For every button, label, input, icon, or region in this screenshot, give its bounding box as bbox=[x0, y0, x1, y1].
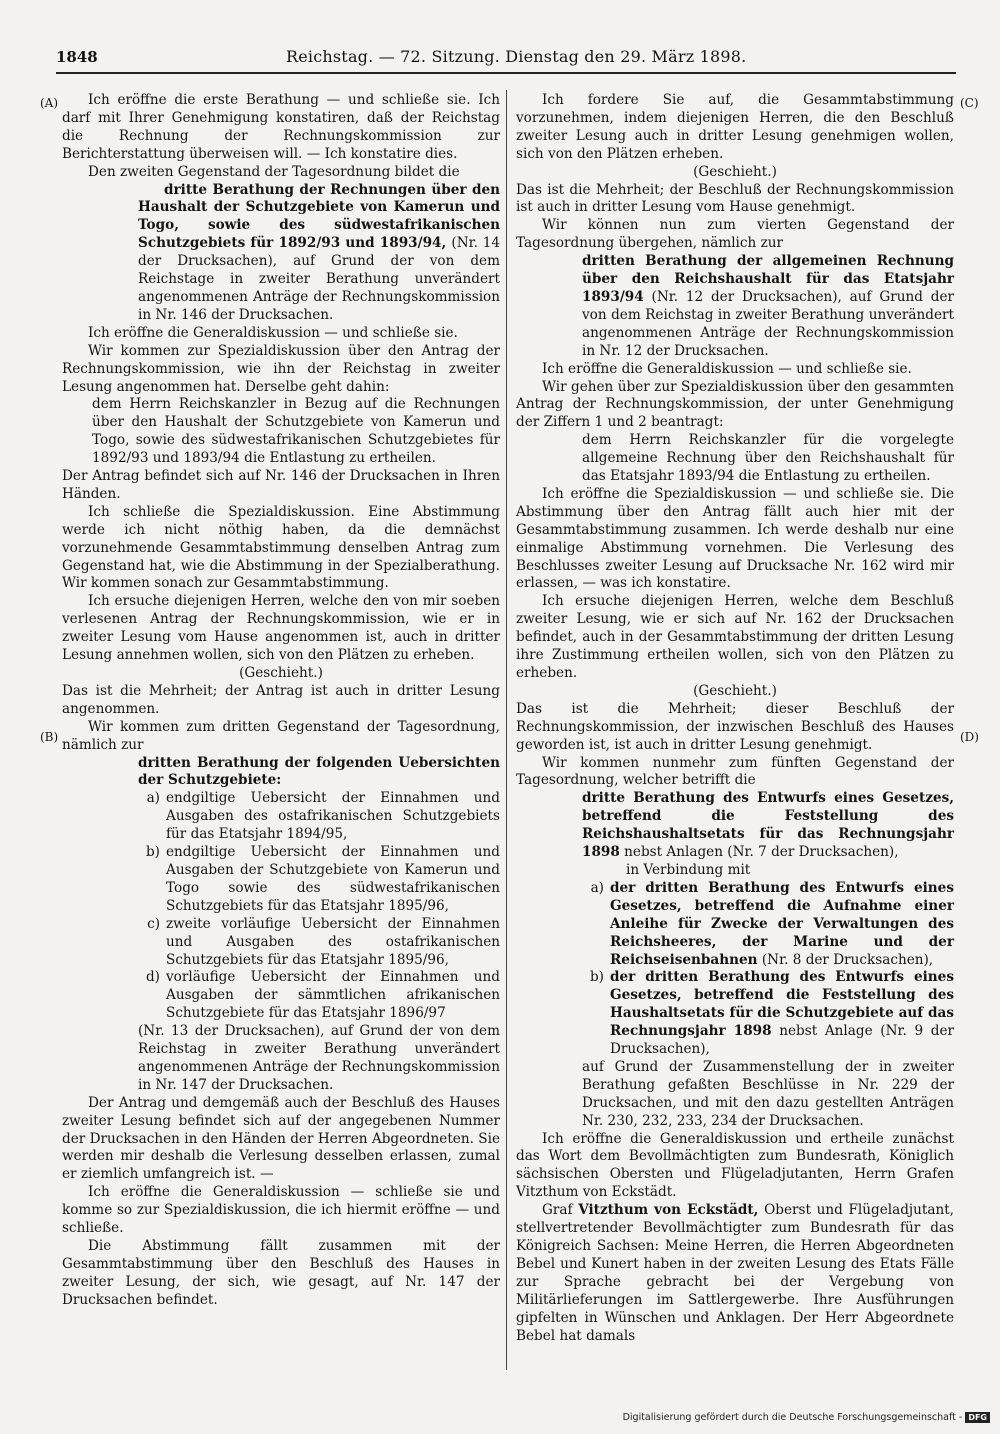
paragraph: Das ist die Mehrheit; dieser Beschluß der Rechnungskommission, der inzwischen Beschluß des Hauses geworden ist, ist auch in dritter Lesung genehmigt. bbox=[516, 700, 954, 753]
paragraph bbox=[516, 1202, 954, 1345]
list-label: c) bbox=[147, 915, 160, 932]
paragraph-text: Den zweiten Gegenstand der Tagesordnung bildet die bbox=[88, 163, 460, 180]
paragraph: Wir kommen nunmehr zum fünften Gegenstand der Tagesordnung, welcher betrifft die bbox=[516, 754, 954, 789]
agenda-item-title: dritten Berathung der folgenden Uebersichten der Schutzgebiete: bbox=[138, 754, 500, 789]
paragraph: Wir gehen über zur Spezialdiskussion über den gesammten Antrag der Rechnungskommission, der unter Genehmigung der Ziffern 1 und 2 beantragt: bbox=[516, 378, 954, 431]
list-text-bold: der dritten Berathung des Entwurfs eines Gesetzes, betreffend die Feststellung des Haushaltsetats für die Schutzgebiete auf das Rechnungsjahr 1898 bbox=[610, 969, 954, 1040]
paragraph: Das ist die Mehrheit; der Beschluß der Rechnungskommission ist auch in dritter Lesung vom Hause genehmigt. bbox=[516, 181, 954, 216]
list-text: zweite vorläufige Uebersicht der Einnahmen und Ausgaben des ostafrikanischen Schutzgebiets für das Etatsjahr 1895/96, bbox=[166, 915, 500, 968]
list-text: vorläufige Uebersicht der Einnahmen und Ausgaben der sämmtlichen afrikanischen Schutzgebiete für das Etatsjahr 1896/97 bbox=[166, 969, 500, 1022]
list-label: b) bbox=[589, 969, 604, 986]
margin-marker-d: (D) bbox=[960, 730, 979, 744]
speaker-prefix: Graf bbox=[542, 1202, 573, 1219]
agenda-item-ref: (Nr. 14 der Drucksachen), auf Grund der von dem Reichstage in zweiter Berathung unverändert angenommenen Anträge der Rechnungskommission in Nr. 146 der Drucksachen. bbox=[138, 235, 500, 323]
paragraph: Ich eröffne die Generaldiskussion — schließe sie und komme so zur Spezialdiskussion, die ich hiermit eröffne — und schließe. bbox=[62, 1184, 500, 1237]
paragraph: Ich eröffne die Generaldiskussion — und schließe sie. bbox=[542, 360, 912, 377]
list-text-ref: nebst Anlage (Nr. 9 der Drucksachen), bbox=[610, 1023, 954, 1058]
stage-direction: (Geschieht.) bbox=[239, 665, 323, 681]
margin-marker-a: (A) bbox=[40, 96, 59, 110]
paragraph: in Verbindung mit bbox=[626, 861, 751, 878]
list-item bbox=[516, 969, 954, 1059]
paragraph: Der Antrag und demgemäß auch der Beschluß des Hauses zweiter Lesung befindet sich auf der angegebenen Nummer der Drucksachen in den Händen der Herren Abgeordneten. Sie werden mir deshalb die Verlesung desselben erlassen, zumal er ziemlich umfangreich ist. — bbox=[62, 1094, 500, 1183]
paragraph: Ich eröffne die erste Berathung — und schließe sie. Ich darf mit Ihrer Genehmigung konstatiren, daß der Reichstag die Rechnung der Rechnungskommission zur Berichterstattung überweisen will. — Ich konstatire dies. bbox=[62, 92, 500, 162]
paragraph: Ich ersuche diejenigen Herren, welche dem Beschluß zweiter Lesung, wie er sich auf Nr. 162 der Drucksachen befindet, auch in der Gesammtabstimmung der dritten Lesung ihre Zustimmung ertheilen wollen, sich von den Plätzen zu erheben. bbox=[516, 593, 954, 681]
list-label: a) bbox=[146, 790, 160, 807]
agenda-item-ref: (Nr. 12 der Drucksachen), auf Grund der von dem Reichstag in zweiter Berathung unverändert angenommenen Anträge der Rechnungskommission in Nr. 12 der Drucksachen. bbox=[582, 288, 954, 359]
paragraph: (Nr. 13 der Drucksachen), auf Grund der von dem Reichstag in zweiter Berathung unverändert angenommenen Anträge der Rechnungskommission in Nr. 147 der Drucksachen. bbox=[138, 1023, 500, 1093]
stage-direction: (Geschieht.) bbox=[693, 682, 777, 699]
paragraph: Ich schließe die Spezialdiskussion. Eine Abstimmung werde ich nicht nöthig haben, da die demnächst vorzunehmende Gesammtabstimmung denselben Antrag zum Gegenstand hat, wie die Abstimmung in der Spezialberathung. Wir kommen sonach zur Gesammtabstimmung. bbox=[62, 503, 500, 592]
paragraph: Ich fordere Sie auf, die Gesammtabstimmung vorzunehmen, indem diejenigen Herren, die den Beschluß zweiter Lesung auch in dritter Lesung genehmigen wollen, sich von den Plätzen erheben. bbox=[516, 92, 954, 162]
column-divider bbox=[506, 90, 507, 1370]
dfg-logo: DFG bbox=[965, 1412, 990, 1423]
list-item bbox=[62, 844, 500, 916]
paragraph: Die Abstimmung fällt zusammen mit der Gesammtabstimmung über den Beschluß des Hauses in zweiter Lesung, der sich, wie gesagt, auf Nr. 147 der Drucksachen befindet. bbox=[62, 1238, 500, 1308]
margin-marker-b: (B) bbox=[40, 730, 59, 744]
quoted-motion: dem Herrn Reichskanzler in Bezug auf die Rechnungen über den Haushalt der Schutzgebiete von Kamerun und Togo, sowie des südwestafrikanischen Schutzgebietes für 1892/93 und 1893/94 die Entlastung zu ertheilen. bbox=[92, 396, 500, 467]
list-label: b) bbox=[145, 844, 160, 861]
paragraph: Ich eröffne die Generaldiskussion und ertheile zunächst das Wort dem Bevollmächtigten zum Bundesrath, Königlich sächsischen Obersten und Flügeladjutanten, Herrn Grafen Vitzthum von Eckstädt. bbox=[516, 1130, 954, 1201]
paragraph: Das ist die Mehrheit; der Antrag ist auch in dritter Lesung angenommen. bbox=[62, 682, 500, 717]
paragraph bbox=[62, 164, 500, 325]
agenda-item-bold: dritte Berathung der Rechnungen über den Haushalt der Schutzgebiete von Kamerun und Togo, sowie des südwestafrikanischen Schutzgebiets für 1892/93 und 1893/94, bbox=[138, 181, 500, 252]
list-text-ref: (Nr. 8 der Drucksachen), bbox=[761, 951, 934, 968]
right-column bbox=[516, 92, 954, 1345]
agenda-item-title bbox=[516, 790, 954, 862]
list-text: endgiltige Uebersicht der Einnahmen und Ausgaben der Schutzgebiete von Kamerun und Togo sowie des südwestafrikanischen Schutzgebiets für das Etatsjahr 1895/96, bbox=[166, 844, 500, 914]
paragraph: auf Grund der Zusammenstellung der in zweiter Berathung gefaßten Beschlüsse in Nr. 229 der Drucksachen, und mit den dazu gestellten Anträgen Nr. 230, 232, 233, 234 der Drucksachen. bbox=[582, 1058, 954, 1129]
agenda-item-ref: nebst Anlagen (Nr. 7 der Drucksachen), bbox=[624, 844, 899, 861]
paragraph: Wir kommen zum dritten Gegenstand der Tagesordnung, nämlich zur bbox=[62, 718, 500, 753]
agenda-item-title bbox=[516, 253, 954, 360]
paragraph: Ich eröffne die Spezialdiskussion — und schließe sie. Die Abstimmung über den Antrag fällt auch hier mit der Gesammtabstimmung zusammen. Ich werde deshalb nur eine einmalige Abstimmung vornehmen. Die Verlesung des Beschlusses zweiter Lesung auf Drucksache Nr. 162 wird mir erlassen, — was ich konstatire. bbox=[516, 485, 954, 592]
page-header bbox=[56, 44, 956, 74]
list-item bbox=[516, 880, 954, 970]
list-label: d) bbox=[145, 969, 160, 986]
paragraph: Ich ersuche diejenigen Herren, welche den von mir soeben verlesenen Antrag der Rechnungskommission, wie er in zweiter Lesung vom Hause angenommen ist, auch in dritter Lesung annehmen wollen, sich von den Plätzen zu erheben. bbox=[62, 593, 500, 664]
credit-text: Digitalisierung gefördert durch die Deutsche Forschungsgemeinschaft - bbox=[622, 1412, 963, 1423]
paragraph: Der Antrag befindet sich auf Nr. 146 der Drucksachen in Ihren Händen. bbox=[62, 468, 500, 502]
digitization-credit bbox=[623, 1412, 990, 1423]
quoted-motion: dem Herrn Reichskanzler für die vorgelegte allgemeine Rechnung über den Reichshaushalt für das Etatsjahr 1893/94 die Entlastung zu ertheilen. bbox=[582, 432, 954, 485]
speech-text: Oberst und Flügeladjutant, stellvertretender Bevollmächtigter zum Bundesrath für das Königreich Sachsen: Meine Herren, die Herren Abgeordneten Bebel und Kunert haben in der zweiten Lesung des Etats Fälle zur Sprache gebracht bei der Vergebung von Militärlieferungen im Sattlergewerbe. Ihre Ausführungen gipfelten in Wünschen und Anklagen. Der Herr Abgeordnete Bebel hat damals bbox=[516, 1202, 955, 1344]
list-text-bold: der dritten Berathung des Entwurfs eines Gesetzes, betreffend die Aufnahme einer Anleihe für Zwecke der Verwaltungen des Reichsheeres, der Marine und der Reichseisenbahnen bbox=[610, 879, 954, 968]
paragraph: Ich eröffne die Generaldiskussion — und schließe sie. bbox=[88, 324, 458, 341]
list-text: endgiltige Uebersicht der Einnahmen und Ausgaben des ostafrikanischen Schutzgebiets für das Etatsjahr 1894/95, bbox=[166, 790, 500, 843]
paragraph: Wir kommen zur Spezialdiskussion über den Antrag der Rechnungskommission, wie ihn der Reichstag in zweiter Lesung angenommen hat. Derselbe geht dahin: bbox=[62, 342, 500, 395]
running-head: Reichstag. — 72. Sitzung. Dienstag den 29. März 1898. bbox=[286, 47, 747, 66]
list-item bbox=[62, 790, 500, 844]
left-column bbox=[62, 92, 500, 1310]
list-label: a) bbox=[590, 879, 604, 896]
list-text bbox=[610, 880, 954, 970]
agenda-item-bold: dritten Berathung der allgemeinen Rechnung über den Reichshaushalt für das Etatsjahr 1893/94 bbox=[582, 253, 954, 305]
list-item bbox=[62, 916, 500, 970]
stage-direction: (Geschieht.) bbox=[693, 163, 777, 180]
margin-marker-c: (C) bbox=[960, 96, 979, 110]
speaker-name: Vitzthum von Eckstädt, bbox=[578, 1202, 759, 1219]
agenda-item-title bbox=[62, 182, 500, 325]
header-rule bbox=[56, 72, 956, 74]
paragraph: Wir können nun zum vierten Gegenstand der Tagesordnung übergehen, nämlich zur bbox=[516, 217, 954, 252]
page-number: 1848 bbox=[56, 48, 98, 66]
agenda-item-bold: dritte Berathung des Entwurfs eines Gesetzes, betreffend die Feststellung des Reichshaushaltsetats für das Rechnungsjahr 1898 bbox=[582, 790, 954, 861]
list-text bbox=[610, 969, 954, 1059]
list-item bbox=[62, 969, 500, 1023]
